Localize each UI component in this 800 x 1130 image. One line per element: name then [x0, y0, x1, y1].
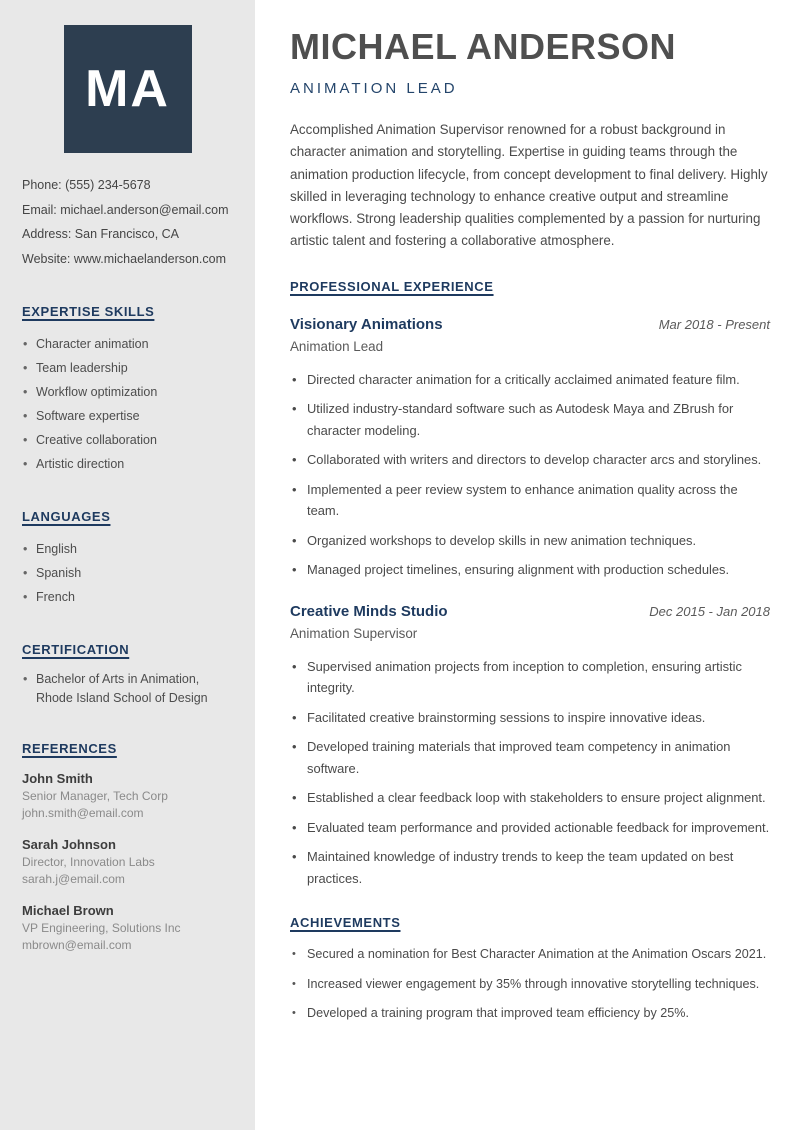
avatar-initials: MA — [85, 60, 170, 118]
job-bullet: • Supervised animation projects from inception to completion, ensuring artistic integrity. — [290, 656, 770, 699]
languages-section — [22, 509, 233, 609]
professional-summary: Accomplished Animation Supervisor renowned for a robust background in character animation and storytelling. Expertise in guiding teams through the animation production lifecycle, from concept development to final delivery. Highly skilled in leveraging technology to enhance creative output and streamline workflows. Strong leadership qualities complemented by a passion for nurturing artistic talent and fostering a collaborative atmosphere. — [290, 122, 768, 249]
skill-item: • Team leadership — [22, 356, 233, 380]
job-role: Animation Lead — [290, 338, 384, 354]
job-bullet: • Collaborated with writers and directors to develop character arcs and storylines. — [290, 449, 770, 471]
job-header — [290, 603, 770, 620]
page-title: MICHAEL ANDERSON — [290, 26, 677, 67]
certification-item: • Bachelor of Arts in Animation, Rhode Island School of Design — [22, 670, 233, 708]
reference-email: mbrown@email.com — [22, 938, 132, 952]
reference-email: sarah.j@email.com — [22, 872, 125, 886]
language-item: • English — [22, 537, 233, 561]
skill-item: • Software expertise — [22, 404, 233, 428]
reference-title: VP Engineering, Solutions Inc — [22, 921, 181, 935]
reference-name: Sarah Johnson — [22, 837, 116, 852]
contact-address: Address: San Francisco, CA — [22, 227, 180, 241]
certification-list — [22, 670, 233, 708]
skill-item: • Character animation — [22, 332, 233, 356]
experience-section — [290, 279, 770, 890]
reference-entry — [22, 770, 233, 822]
skills-section — [22, 304, 233, 476]
job-dates: Dec 2015 - Jan 2018 — [649, 603, 770, 619]
job-bullet-list — [290, 656, 770, 890]
skill-item: • Creative collaboration — [22, 428, 233, 452]
achievement-item: • Secured a nomination for Best Character Animation at the Animation Oscars 2021. — [290, 944, 770, 964]
reference-title: Senior Manager, Tech Corp — [22, 789, 168, 803]
contact-email: Email: michael.anderson@email.com — [22, 202, 229, 217]
job-bullet: • Developed training materials that improved team competency in animation software. — [290, 736, 770, 779]
reference-title: Director, Innovation Labs — [22, 855, 155, 869]
languages-heading: LANGUAGES — [22, 509, 111, 524]
achievements-section — [290, 915, 770, 1023]
job-bullet: • Directed character animation for a critically acclaimed animated feature film. — [290, 369, 770, 391]
main-content — [255, 0, 800, 1130]
skills-list — [22, 332, 233, 476]
reference-email: john.smith@email.com — [22, 806, 144, 820]
reference-entry — [22, 836, 233, 888]
skills-heading: EXPERTISE SKILLS — [22, 304, 155, 319]
achievements-heading: ACHIEVEMENTS — [290, 915, 401, 931]
contact-info — [22, 173, 233, 271]
language-item: • French — [22, 585, 233, 609]
job-bullet: • Established a clear feedback loop with stakeholders to ensure project alignment. — [290, 787, 770, 809]
company-name: Creative Minds Studio — [290, 602, 448, 620]
contact-website: Website: www.michaelanderson.com — [22, 251, 227, 266]
job-dates: Mar 2018 - Present — [658, 316, 770, 332]
skill-item: • Workflow optimization — [22, 380, 233, 404]
achievement-item: • Increased viewer engagement by 35% through innovative storytelling techniques. — [290, 974, 770, 994]
job-entry — [290, 603, 770, 890]
reference-name: Michael Brown — [22, 903, 114, 918]
contact-phone: Phone: (555) 234-5678 — [22, 178, 151, 192]
job-header — [290, 316, 770, 333]
avatar — [64, 25, 192, 153]
certification-section — [22, 642, 233, 708]
job-entry — [290, 316, 770, 581]
reference-entry — [22, 902, 233, 954]
references-section — [22, 741, 233, 954]
experience-heading: PROFESSIONAL EXPERIENCE — [290, 278, 494, 294]
achievement-item: • Developed a training program that improved team efficiency by 25%. — [290, 1003, 770, 1023]
references-heading: REFERENCES — [22, 741, 117, 756]
job-bullet: • Facilitated creative brainstorming sessions to inspire innovative ideas. — [290, 707, 770, 729]
job-bullet: • Organized workshops to develop skills in new animation techniques. — [290, 530, 770, 552]
job-bullet: • Utilized industry-standard software such as Autodesk Maya and ZBrush for character modeling. — [290, 398, 770, 441]
job-bullet: • Evaluated team performance and provided actionable feedback for improvement. — [290, 817, 770, 839]
job-bullet: • Maintained knowledge of industry trends to keep the team updated on best practices. — [290, 846, 770, 889]
sidebar — [0, 0, 255, 1130]
job-bullet: • Implemented a peer review system to enhance animation quality across the team. — [290, 479, 770, 522]
job-bullet-list — [290, 369, 770, 581]
language-item: • Spanish — [22, 561, 233, 585]
achievements-list — [290, 944, 770, 1023]
job-bullet: • Managed project timelines, ensuring alignment with production schedules. — [290, 559, 770, 581]
company-name: Visionary Animations — [290, 315, 443, 333]
job-title-subtitle: ANIMATION LEAD — [290, 80, 458, 97]
languages-list — [22, 537, 233, 609]
certification-heading: CERTIFICATION — [22, 642, 130, 657]
job-role: Animation Supervisor — [290, 625, 418, 641]
reference-name: John Smith — [22, 771, 93, 786]
skill-item: • Artistic direction — [22, 452, 233, 476]
